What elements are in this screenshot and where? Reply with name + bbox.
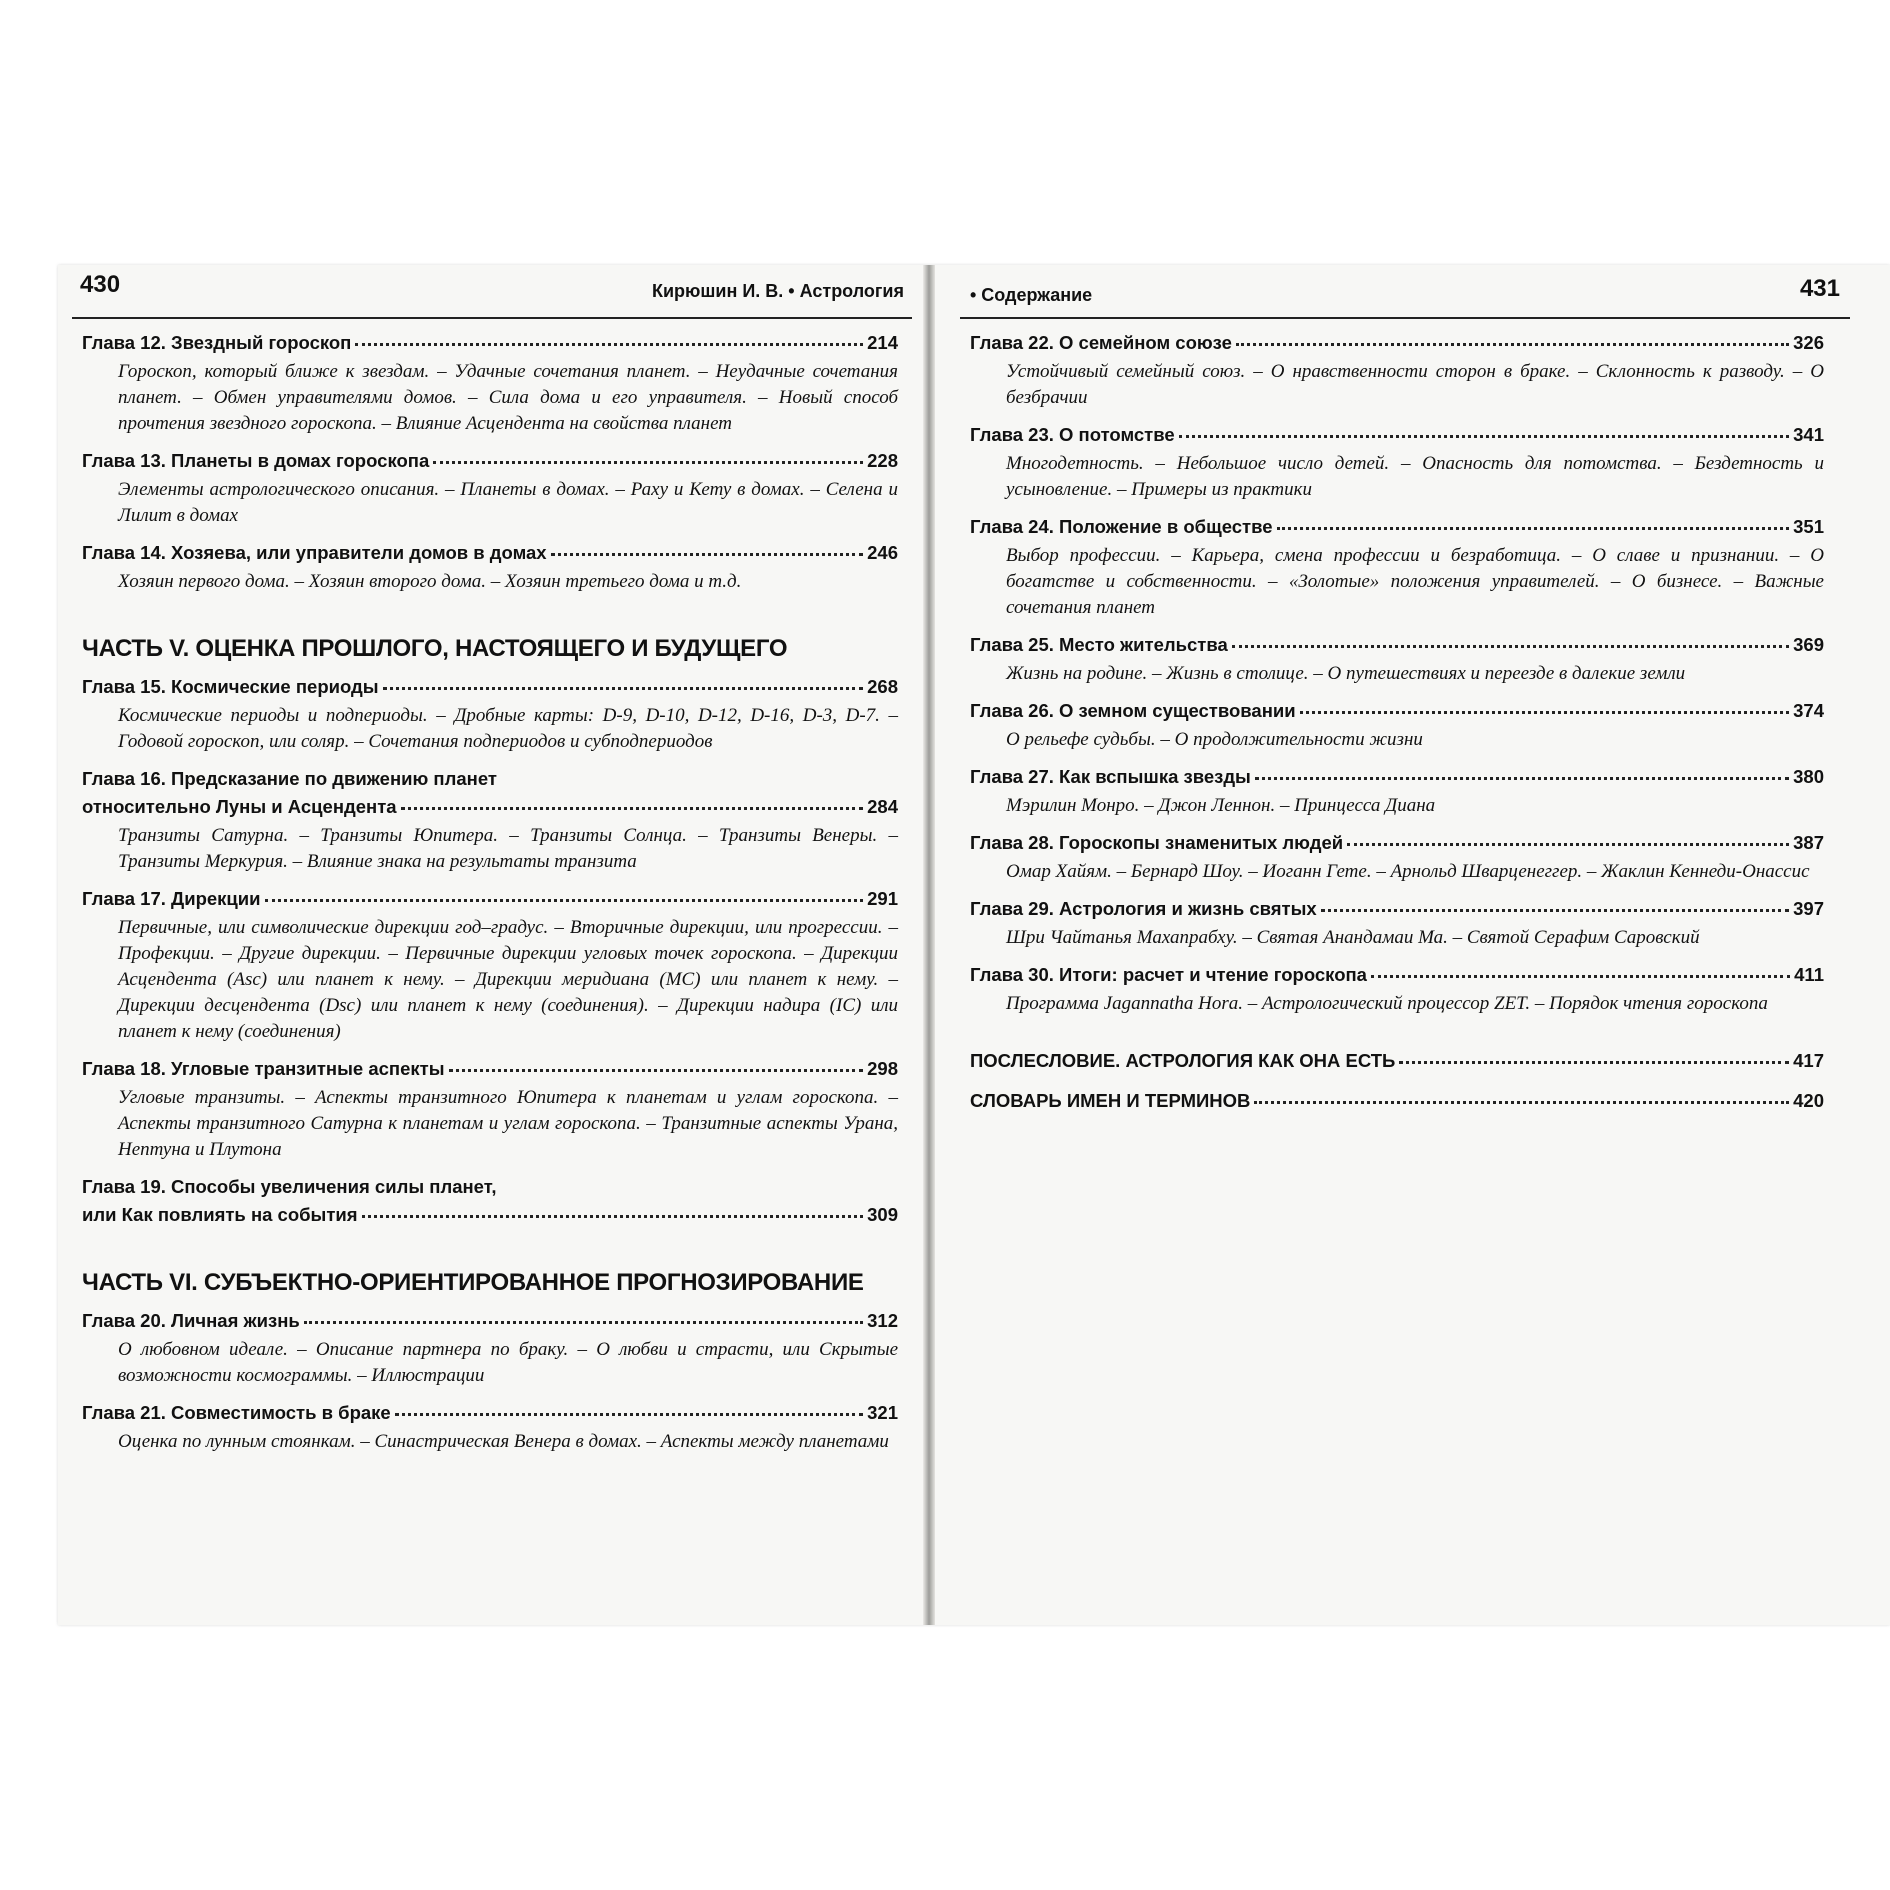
chapter-title: Глава 15. Космические периоды — [82, 676, 379, 697]
chapter-title: относительно Луны и Асцендента — [82, 796, 397, 817]
chapter-page-number: 420 — [1793, 1090, 1824, 1111]
chapter-page-number: 387 — [1793, 832, 1824, 853]
toc-entry — [82, 1307, 898, 1389]
chapter-description: Выбор профессии. – Карьера, смена профессии и безработица. – О славе и признании. – О богатстве и собственности. – «Золотые» положения управителей. – О бизнесе. – Важные сочетания планет — [1006, 545, 1824, 618]
dot-leader — [265, 898, 864, 902]
chapter-description: Хозяин первого дома. – Хозяин второго дома. – Хозяин третьего дома и т.д. — [118, 571, 742, 592]
toc-line — [82, 1201, 898, 1229]
chapter-page-number: 312 — [867, 1310, 898, 1331]
right-page — [960, 265, 1850, 1625]
left-page — [72, 265, 912, 1625]
toc-entry — [970, 513, 1824, 621]
chapter-page-number: 291 — [867, 888, 898, 909]
chapter-title: Глава 14. Хозяева, или управители домов в домах — [82, 542, 547, 563]
toc-line — [82, 539, 898, 567]
dot-leader — [1371, 974, 1790, 978]
chapter-page-number: 284 — [867, 796, 898, 817]
toc-entry — [82, 539, 898, 595]
running-head — [72, 265, 912, 319]
dot-leader — [1399, 1060, 1789, 1064]
toc-line — [970, 421, 1824, 449]
toc-end-entry — [970, 1047, 1824, 1075]
chapter-description: Первичные, или символические дирекции год–градус. – Вторичные дирекции, или прогрессии. – Профекции. – Другие дирекции. – Первичные дирекции угловых точек гороскопа. – Дирекции Асцендента (Asc) или планет к нему. – Дирекции меридиана (MC) или планет к нему. – Дирекции десцендента (Dsc) или планет к нему (соединения). – Дирекции надира (IC) или планет к нему (соединения) — [118, 917, 898, 1042]
toc-entry — [82, 765, 898, 875]
dot-leader — [1254, 1100, 1789, 1104]
chapter-title-line: Глава 19. Способы увеличения силы планет, — [82, 1176, 497, 1197]
toc-line — [82, 885, 898, 913]
chapter-page-number: 417 — [1793, 1050, 1824, 1071]
toc-entry — [970, 829, 1824, 885]
book-spread — [58, 265, 1890, 1625]
chapter-description: Транзиты Сатурна. – Транзиты Юпитера. – Транзиты Солнца. – Транзиты Венеры. – Транзиты Меркурия. – Влияние знака на результаты транзита — [118, 825, 898, 872]
chapter-title-line: Глава 16. Предсказание по движению планет — [82, 768, 497, 789]
chapter-title: Глава 29. Астрология и жизнь святых — [970, 898, 1317, 919]
toc-entry — [82, 329, 898, 437]
toc-line — [970, 829, 1824, 857]
toc-line — [82, 447, 898, 475]
dot-leader — [1179, 434, 1789, 438]
chapter-page-number: 397 — [1793, 898, 1824, 919]
dot-leader — [551, 552, 864, 556]
running-head-text: Кирюшин И. В. • Астрология — [652, 281, 904, 301]
toc-line — [970, 1047, 1824, 1075]
toc-entry — [82, 1399, 898, 1455]
toc-line — [970, 961, 1824, 989]
chapter-page-number: 374 — [1793, 700, 1824, 721]
toc-line — [970, 329, 1824, 357]
chapter-description: Шри Чайтанья Махапрабху. – Святая Анандамаи Ма. – Святой Серафим Саровский — [1006, 927, 1700, 948]
toc-entry — [970, 631, 1824, 687]
chapter-description: Оценка по лунным стоянкам. – Синастрическая Венера в домах. – Аспекты между планетами — [118, 1431, 889, 1452]
chapter-description: Омар Хайям. – Бернард Шоу. – Иоганн Гете. – Арнольд Шварценеггер. – Жаклин Кеннеди-Онассис — [1006, 861, 1810, 882]
dot-leader — [395, 1412, 863, 1416]
page-number: 430 — [80, 271, 121, 298]
toc-entry — [82, 1055, 898, 1163]
toc-entry — [970, 697, 1824, 753]
chapter-page-number: 214 — [867, 332, 898, 353]
chapter-description: Угловые транзиты. – Аспекты транзитного Юпитера к планетам и углам гороскопа. – Аспекты транзитного Сатурна к планетам и углам гороскопа. – Транзитные аспекты Урана, Нептуна и Плутона — [118, 1087, 898, 1160]
toc-line — [82, 673, 898, 701]
toc-end-entry — [970, 1087, 1824, 1115]
chapter-description: Жизнь на родине. – Жизнь в столице. – О путешествиях и переезде в далекие земли — [1006, 663, 1686, 684]
dot-leader — [362, 1214, 864, 1218]
toc-entry — [970, 763, 1824, 819]
dot-leader — [1255, 776, 1789, 780]
chapter-title: или Как повлиять на события — [82, 1204, 358, 1225]
chapter-title: Глава 21. Совместимость в браке — [82, 1402, 391, 1423]
dot-leader — [1300, 710, 1789, 714]
toc-line — [970, 697, 1824, 725]
dot-leader — [401, 806, 864, 810]
chapter-title: Глава 25. Место жительства — [970, 634, 1228, 655]
chapter-page-number: 411 — [1794, 964, 1824, 985]
dot-leader — [1321, 908, 1789, 912]
chapter-page-number: 246 — [867, 542, 898, 563]
chapter-description: Устойчивый семейный союз. – О нравственности сторон в браке. – Склонность к разводу. – О безбрачии — [1006, 361, 1824, 408]
chapter-title: Глава 26. О земном существовании — [970, 700, 1296, 721]
chapter-page-number: 298 — [867, 1058, 898, 1079]
toc-line — [970, 513, 1824, 541]
chapter-description: О любовном идеале. – Описание партнера по браку. – О любви и страсти, или Скрытые возможности космограммы. – Иллюстрации — [118, 1339, 898, 1386]
toc-list — [960, 329, 1850, 1125]
chapter-title: Глава 20. Личная жизнь — [82, 1310, 300, 1331]
chapter-title: Глава 18. Угловые транзитные аспекты — [82, 1058, 445, 1079]
chapter-title: Глава 13. Планеты в домах гороскопа — [82, 450, 430, 471]
toc-line — [970, 631, 1824, 659]
chapter-page-number: 309 — [867, 1204, 898, 1225]
chapter-page-number: 351 — [1793, 516, 1824, 537]
toc-entry — [970, 895, 1824, 951]
chapter-page-number: 326 — [1793, 332, 1824, 353]
chapter-page-number: 380 — [1793, 766, 1824, 787]
chapter-description: Мэрилин Монро. – Джон Леннон. – Принцесса Диана — [1006, 795, 1436, 816]
toc-line — [82, 1399, 898, 1427]
toc-line — [970, 895, 1824, 923]
dot-leader — [433, 460, 863, 464]
toc-entry — [970, 421, 1824, 503]
chapter-title: Глава 23. О потомстве — [970, 424, 1175, 445]
chapter-page-number: 341 — [1793, 424, 1824, 445]
chapter-title: Глава 27. Как вспышка звезды — [970, 766, 1251, 787]
chapter-description: Многодетность. – Небольшое число детей. – Опасность для потомства. – Бездетность и усыновление. – Примеры из практики — [1006, 453, 1824, 500]
running-head — [960, 265, 1850, 319]
chapter-title: СЛОВАРЬ ИМЕН И ТЕРМИНОВ — [970, 1090, 1251, 1111]
toc-entry — [82, 885, 898, 1045]
chapter-title: Глава 30. Итоги: расчет и чтение гороскопа — [970, 964, 1367, 985]
chapter-description: Программа Jagannatha Hora. – Астрологический процессор ZET. – Порядок чтения гороскопа — [1006, 993, 1768, 1014]
toc-line — [970, 1087, 1824, 1115]
page-number: 431 — [1799, 275, 1840, 302]
book-gutter — [923, 265, 935, 1625]
dot-leader — [1232, 644, 1789, 648]
toc-line — [82, 329, 898, 357]
chapter-title: Глава 12. Звездный гороскоп — [82, 332, 352, 353]
running-head-text: • Содержание — [970, 285, 1093, 305]
dot-leader — [1236, 342, 1789, 346]
toc-line — [970, 763, 1824, 791]
chapter-title: ПОСЛЕСЛОВИЕ. АСТРОЛОГИЯ КАК ОНА ЕСТЬ — [970, 1050, 1396, 1071]
dot-leader — [304, 1320, 863, 1324]
chapter-title: Глава 24. Положение в обществе — [970, 516, 1273, 537]
toc-entry — [970, 961, 1824, 1017]
chapter-page-number: 228 — [867, 450, 898, 471]
dot-leader — [355, 342, 863, 346]
dot-leader — [449, 1068, 864, 1072]
toc-list — [72, 329, 912, 1465]
toc-entry — [82, 1173, 898, 1229]
chapter-title: Глава 22. О семейном союзе — [970, 332, 1232, 353]
toc-entry — [970, 329, 1824, 411]
toc-line — [82, 1307, 898, 1335]
chapter-description: Космические периоды и подпериоды. – Дробные карты: D-9, D-10, D-12, D-16, D-3, D-7. – Годовой гороскоп, или соляр. – Сочетания подпериодов и субподпериодов — [118, 705, 898, 752]
chapter-page-number: 321 — [867, 1402, 898, 1423]
chapter-title: Глава 28. Гороскопы знаменитых людей — [970, 832, 1344, 853]
toc-entry — [82, 673, 898, 755]
chapter-description: Гороскоп, который ближе к звездам. – Удачные сочетания планет. – Неудачные сочетания планет. – Обмен управителями домов. – Сила дома и его управителя. – Новый способ прочтения звездного гороскопа. – Влияние Асцендента на свойства планет — [118, 361, 898, 434]
dot-leader — [1347, 842, 1789, 846]
dot-leader — [1277, 526, 1790, 530]
part-heading: ЧАСТЬ V. ОЦЕНКА ПРОШЛОГО, НАСТОЯЩЕГО И БУДУЩЕГО — [82, 635, 788, 662]
chapter-page-number: 369 — [1793, 634, 1824, 655]
toc-entry — [82, 447, 898, 529]
toc-line — [82, 1055, 898, 1083]
chapter-title: Глава 17. Дирекции — [82, 888, 261, 909]
toc-line — [82, 793, 898, 821]
chapter-description: Элементы астрологического описания. – Планеты в домах. – Раху и Кету в домах. – Селена и Лилит в домах — [118, 479, 898, 526]
chapter-page-number: 268 — [867, 676, 898, 697]
part-heading: ЧАСТЬ VI. СУБЪЕКТНО-ОРИЕНТИРОВАННОЕ ПРОГНОЗИРОВАНИЕ — [82, 1269, 864, 1296]
chapter-description: О рельефе судьбы. – О продолжительности жизни — [1006, 729, 1423, 750]
dot-leader — [383, 686, 864, 690]
